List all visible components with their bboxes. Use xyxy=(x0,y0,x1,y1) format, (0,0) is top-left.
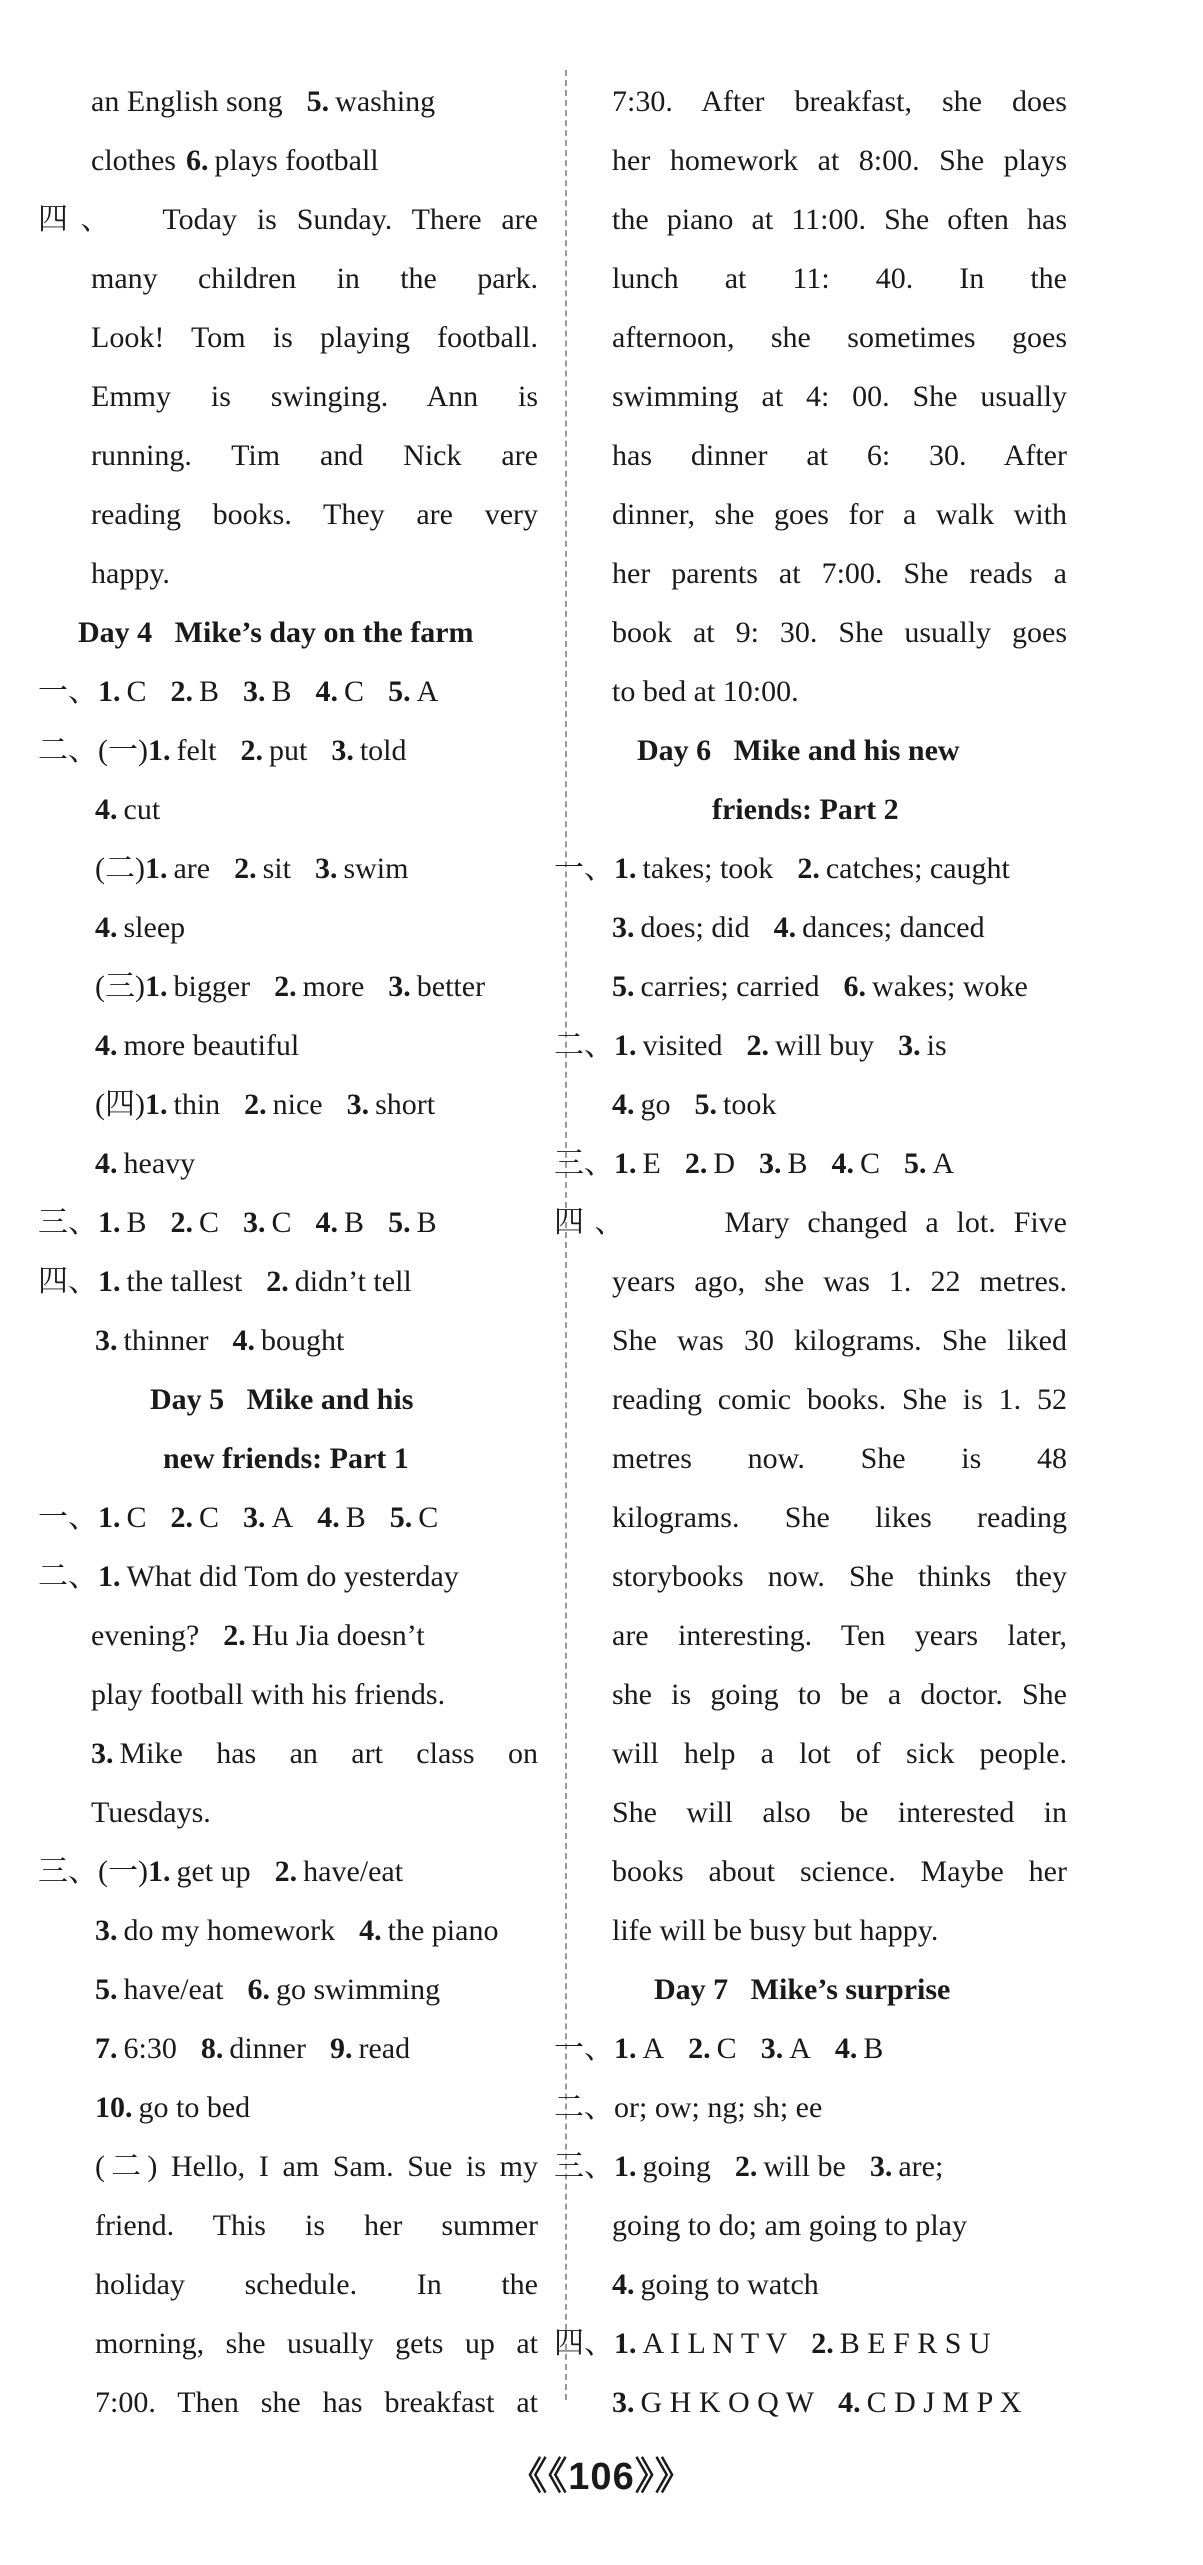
text-line: afternoon, she sometimes goes xyxy=(612,321,1067,354)
text-line: kilograms. She likes reading xyxy=(612,1501,1067,1534)
answer-line: 4. sleep xyxy=(95,911,186,944)
answer-line: 4. heavy xyxy=(95,1147,196,1180)
text-line: she is going to be a doctor. She xyxy=(612,1678,1067,1711)
answer-line: 三、(一)1. get up 2. have/eat xyxy=(38,1855,404,1888)
text-line: 四、 Today is Sunday. There are xyxy=(38,203,538,236)
answer-line: 3. G H K O Q W 4. C D J M P X xyxy=(612,2386,1022,2419)
text-line: are interesting. Ten years later, xyxy=(612,1619,1067,1652)
section-heading: Day 5 Mike and his xyxy=(150,1383,414,1416)
answer-line: 二、(一)1. felt 2. put 3. told xyxy=(38,734,407,767)
answer-line: 一、1. takes; took 2. catches; caught xyxy=(554,852,1010,885)
answer-line: 4. more beautiful xyxy=(95,1029,300,1062)
answer-line: 5. have/eat 6. go swimming xyxy=(95,1973,441,2006)
section-heading: new friends: Part 1 xyxy=(163,1442,409,1475)
text-line: 7:00. Then she has breakfast at xyxy=(95,2386,538,2419)
text-line: Emmy is swinging. Ann is xyxy=(91,380,538,413)
answer-line: 一、1. C 2. B 3. B 4. C 5. A xyxy=(38,675,439,708)
text-line: play football with his friends. xyxy=(91,1678,446,1711)
answer-line: 10. go to bed xyxy=(95,2091,251,2124)
text-line: life will be busy but happy. xyxy=(612,1914,939,1947)
text-line: book at 9: 30. She usually goes xyxy=(612,616,1067,649)
text-line: going to do; am going to play xyxy=(612,2209,967,2242)
answer-line: 3. Mike has an art class on xyxy=(91,1737,538,1770)
text-line: She will also be interested in xyxy=(612,1796,1067,1829)
answer-line: 7. 6:30 8. dinner 9. read xyxy=(95,2032,411,2065)
answer-line: 四、1. the tallest 2. didn’t tell xyxy=(38,1265,412,1298)
text-line: holiday schedule. In the xyxy=(95,2268,538,2301)
answer-line: 三、1. B 2. C 3. C 4. B 5. B xyxy=(38,1206,437,1239)
text-line: many children in the park. xyxy=(91,262,538,295)
answer-line: 4. cut xyxy=(95,793,161,826)
answer-line: 二、1. visited 2. will buy 3. is xyxy=(554,1029,947,1062)
answer-line: 三、1. going 2. will be 3. are; xyxy=(554,2150,944,2183)
answer-line: (四)1. thin 2. nice 3. short xyxy=(95,1088,436,1121)
section-heading: Day 6 Mike and his new xyxy=(637,734,960,767)
text-line: her parents at 7:00. She reads a xyxy=(612,557,1067,590)
answer-line: 3. does; did 4. dances; danced xyxy=(612,911,985,944)
text-line: has dinner at 6: 30. After xyxy=(612,439,1067,472)
left-column xyxy=(38,72,538,2432)
text-line: will help a lot of sick people. xyxy=(612,1737,1067,1770)
right-column xyxy=(554,72,1067,2432)
answer-line: 三、1. E 2. D 3. B 4. C 5. A xyxy=(554,1147,955,1180)
text-line: swimming at 4: 00. She usually xyxy=(612,380,1067,413)
text-line: storybooks now. She thinks they xyxy=(612,1560,1067,1593)
text-line: years ago, she was 1. 22 metres. xyxy=(612,1265,1067,1298)
section-heading: Day 4 Mike’s day on the farm xyxy=(78,616,474,649)
text-line: reading comic books. She is 1. 52 xyxy=(612,1383,1067,1416)
text-line: 四、 Mary changed a lot. Five xyxy=(554,1206,1067,1239)
answer-line: (三)1. bigger 2. more 3. better xyxy=(95,970,486,1003)
text-line: reading books. They are very xyxy=(91,498,538,531)
answer-line: evening? 2. Hu Jia doesn’t xyxy=(91,1619,425,1652)
text-line: friend. This is her summer xyxy=(95,2209,538,2242)
section-heading: Day 7 Mike’s surprise xyxy=(654,1973,951,2006)
text-line: (二) Hello, I am Sam. Sue is my xyxy=(95,2150,538,2183)
answer-line: 4. going to watch xyxy=(612,2268,819,2301)
text-line: 7:30. After breakfast, she does xyxy=(612,85,1067,118)
answer-line: 3. do my homework 4. the piano xyxy=(95,1914,499,1947)
answer-line: 4. go 5. took xyxy=(612,1088,777,1121)
text-line: clothes 6. plays football xyxy=(91,144,379,177)
text-line: running. Tim and Nick are xyxy=(91,439,538,472)
answer-line: 3. thinner 4. bought xyxy=(95,1324,345,1357)
answer-line: 一、1. A 2. C 3. A 4. B xyxy=(554,2032,884,2065)
answer-line: 5. carries; carried 6. wakes; woke xyxy=(612,970,1028,1003)
text-line: morning, she usually gets up at xyxy=(95,2327,538,2360)
text-line: lunch at 11: 40. In the xyxy=(612,262,1067,295)
section-heading: friends: Part 2 xyxy=(712,793,899,826)
text-line: happy. xyxy=(91,557,170,590)
text-line: to bed at 10:00. xyxy=(612,675,799,708)
answer-line: 二、or; ow; ng; sh; ee xyxy=(554,2091,823,2124)
text-line: Tuesdays. xyxy=(91,1796,211,1829)
text-line: an English song 5. washing xyxy=(91,85,436,118)
text-line: metres now. She is 48 xyxy=(612,1442,1067,1475)
page-number: 《《106》》 xyxy=(509,2456,694,2498)
text-line: her homework at 8:00. She plays xyxy=(612,144,1067,177)
text-line: She was 30 kilograms. She liked xyxy=(612,1324,1067,1357)
answer-line: 四、1. A I L N T V 2. B E F R S U xyxy=(554,2327,991,2360)
text-line: Look! Tom is playing football. xyxy=(91,321,538,354)
answer-line: 一、1. C 2. C 3. A 4. B 5. C xyxy=(38,1501,439,1534)
text-line: books about science. Maybe her xyxy=(612,1855,1067,1888)
text-line: the piano at 11:00. She often has xyxy=(612,203,1067,236)
answer-line: 二、1. What did Tom do yesterday xyxy=(38,1560,459,1593)
text-line: dinner, she goes for a walk with xyxy=(612,498,1067,531)
answer-line: (二)1. are 2. sit 3. swim xyxy=(95,852,409,885)
